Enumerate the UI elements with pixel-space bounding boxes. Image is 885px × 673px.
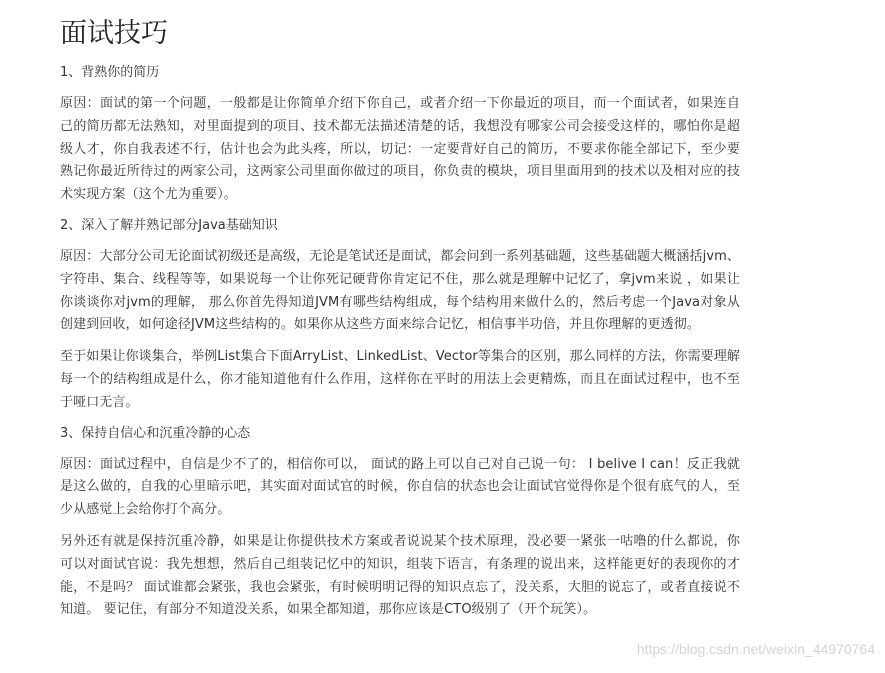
section-1 [60,63,740,207]
paragraph: 原因：面试的第一个问题，一般都是让你简单介绍下你自己，或者介绍一下你最近的项目，而一个面试者，如果连自己的简历都无法熟知，对里面提到的项目、技术都无法描述清楚的话，我想没有哪家公司会接受这样的，哪怕你是超级人才，你自我表述不行，估计也会为此头疼，所以，切记：一定要背好自己的简历，不要求你能全部记下，至少要熟记你最近所待过的两家公司，这两家公司里面你做过的项目，你负责的模块，项目里面用到的技术以及相对应的技术实现方案（这个尤为重要）。 [60,96,740,203]
paragraph: 另外还有就是保持沉重冷静，如果是让你提供技术方案或者说说某个技术原理，没必要一紧张一咕噜的什么都说，你可以对面试官说：我先想想，然后自己组装记忆中的知识，组装下语言，有条理的说出来，这样能更好的表现你的才能，不是吗？ 面试谁都会紧张，我也会紧张，有时候明明记得的知识点忘了，没关系，大胆的说忘了，或者直接说不知道。 要记住，有部分不知道没关系，如果全都知道，那你应该是CTO级别了（开个玩笑）。 [60,533,740,618]
paragraph: 至于如果让你谈集合，举例List集合下面ArryList、LinkedList、Vector等集合的区别，那么同样的方法，你需要理解每一个的结构组成是什么，你才能知道他有什么作用，这样你在平时的用法上会更精炼，而且在面试过程中，也不至于哑口无言。 [60,349,740,410]
section-2 [60,216,740,415]
section-heading: 1、背熟你的简历 [60,65,160,80]
article-body [60,14,740,631]
paragraph: 原因：大部分公司无论面试初级还是高级，无论是笔试还是面试，都会问到一系列基础题，这些基础题大概涵括jvm、字符串、集合、线程等等，如果说每一个让你死记硬背你肯定记不住，那么就是理解中记忆了，拿jvm来说 ，如果让你谈谈你对jvm的理解， 那么你首先得知道JVM有哪些结构组成，每个结构用来做什么的，然后考虑一个Java对象从创建到回收，如何途径JVM这些结构的。如果你从这些方面来综合记忆，相信事半功倍，并且你理解的更透彻。 [60,248,740,333]
article-title: 面试技巧 [60,18,168,49]
blog-watermark: https://blog.csdn.net/weixin_44970764 [636,641,875,657]
section-heading: 2、深入了解并熟记部分Java基础知识 [60,217,278,233]
paragraph: 原因：面试过程中，自信是少不了的，相信你可以， 面试的路上可以自己对自己说一句： I belive I can！反正我就是这么做的，自我的心里暗示吧，其实面对面试官的时候，你自信的状态也会让面试官觉得你是个很有底气的人，至少从感觉上会给你打个高分。 [60,456,740,518]
section-3 [60,424,740,623]
section-heading: 3、保持自信心和沉重冷静的心态 [60,425,251,441]
